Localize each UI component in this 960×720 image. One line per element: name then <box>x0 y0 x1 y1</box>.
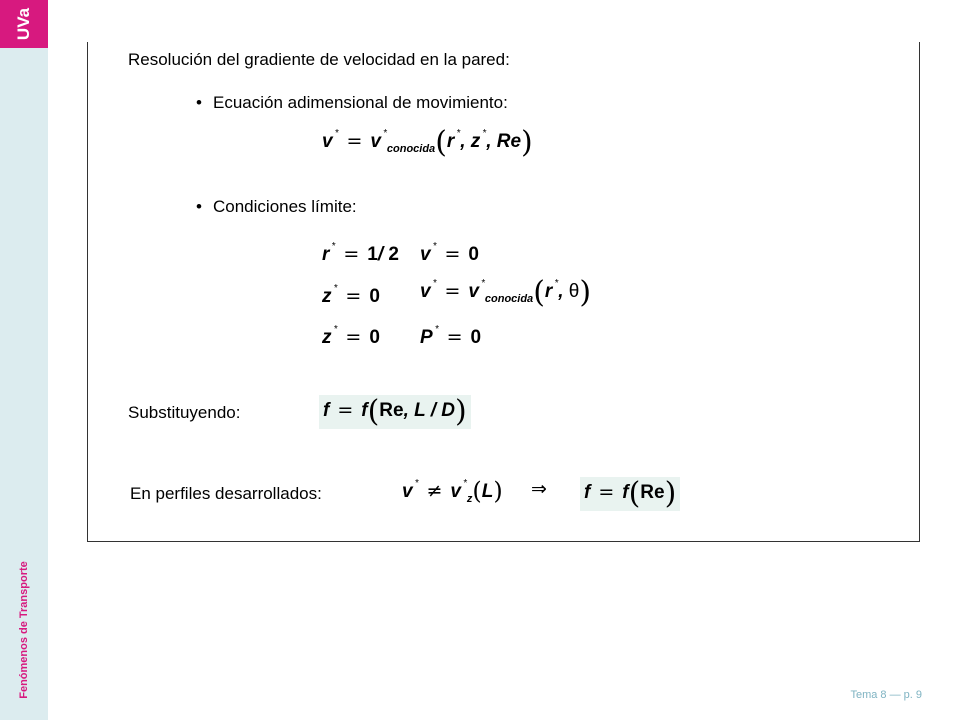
heading: Resolución del gradiente de velocidad en la pared: <box>128 50 510 69</box>
uva-logo <box>0 0 48 48</box>
substituting-label: Substituyendo: <box>128 403 241 422</box>
equation-motion: v * = v *$_{conocida}$(r *, z *, Re) <box>322 125 533 160</box>
logo-text: UVa <box>14 7 33 41</box>
equation-developed-lhs: v * ≠ v *$_z$(L) <box>402 477 503 505</box>
equation-bc3-left: z * = 0 <box>322 324 380 348</box>
bullet-dot: • <box>196 93 202 112</box>
developed-profiles-label: En perfiles desarrollados: <box>130 484 322 503</box>
bullet-motion-equation: Ecuación adimensional de movimiento: <box>213 93 508 112</box>
equation-developed-result: f = f(Re) <box>580 477 680 511</box>
equation-bc3-right: P * = 0 <box>420 324 482 348</box>
page-footer: Tema 8 — p. 9 <box>850 689 922 701</box>
equation-bc2-left: z * = 0 <box>322 283 380 307</box>
equation-bc1-right: v * = 0 <box>420 241 479 265</box>
equation-bc1-left: r * = 1/ 2 <box>322 241 399 265</box>
bullet-dot: • <box>196 197 202 216</box>
sidebar <box>0 0 48 720</box>
equation-substitution: f = f(Re, L / D) <box>319 395 471 429</box>
equation-bc2-right: v * = v *$_{conocida}$(r *, θ) <box>420 275 592 310</box>
course-title: Fenómenos de Transporte <box>18 561 30 699</box>
bullet-boundary-conditions: Condiciones límite: <box>213 197 357 216</box>
implies-arrow: ⇒ <box>531 478 547 500</box>
